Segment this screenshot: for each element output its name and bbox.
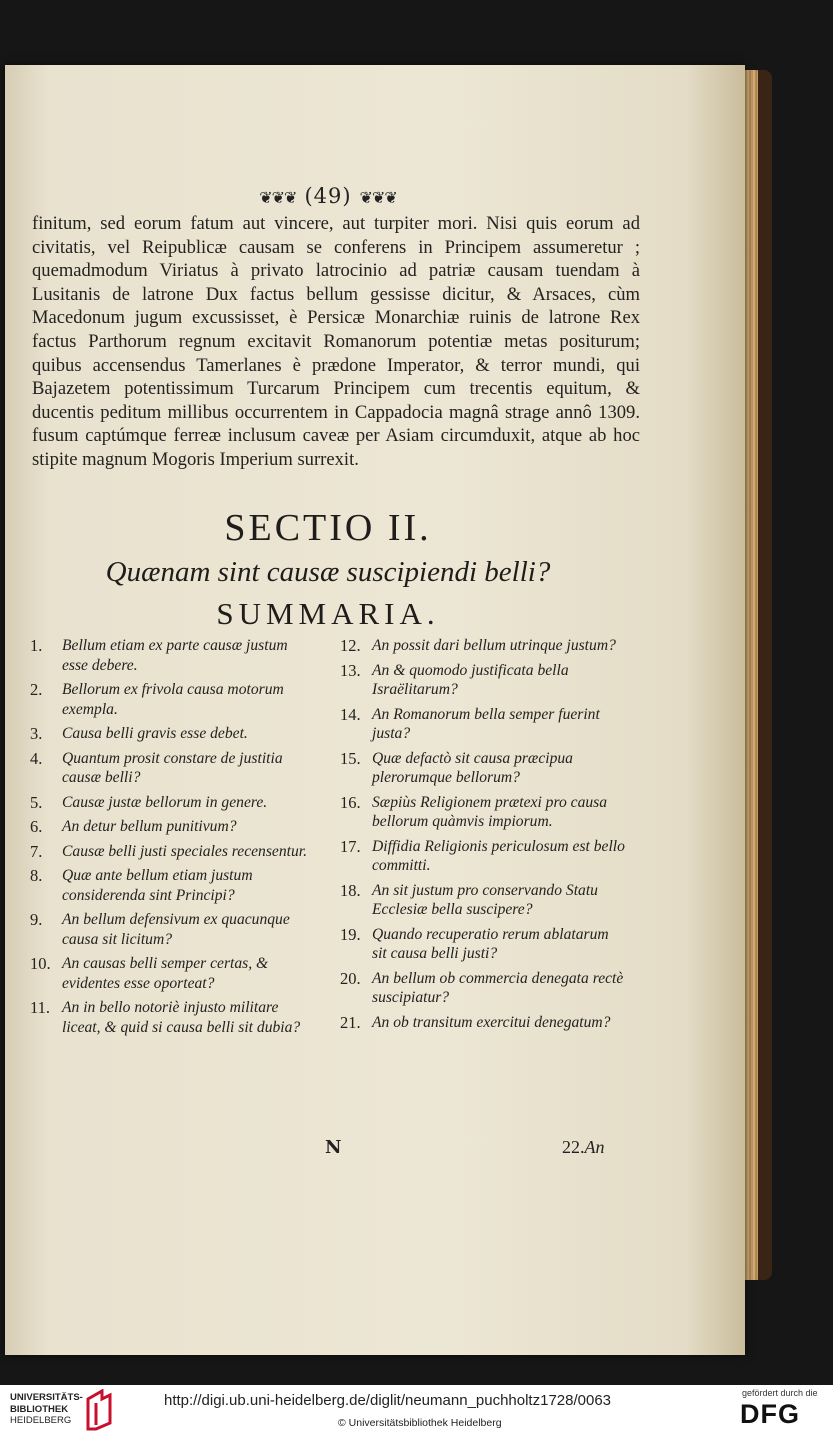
summaria-item: [340, 969, 625, 1008]
summaria-item: [30, 749, 315, 788]
summaria-item-text: Causa belli gravis esse debet.: [62, 725, 248, 742]
copyright-note: © Universitätsbibliothek Heidelberg: [338, 1417, 502, 1429]
summaria-item: [30, 636, 315, 675]
summaria-item-text: Quantum prosit constare de justitia causæ belli?: [62, 749, 283, 786]
summaria-item-number: 7.: [30, 841, 43, 861]
library-line-2: BIBLIOTHEK: [10, 1403, 69, 1415]
summaria-item-number: 16.: [340, 792, 361, 812]
catchword-word: An: [584, 1137, 605, 1157]
permalink-url[interactable]: http://digi.ub.uni-heidelberg.de/diglit/neumann_puchholtz1728/0063: [164, 1392, 612, 1409]
summaria-item-number: 8.: [30, 866, 43, 885]
running-head: [5, 184, 651, 208]
funder-label: gefördert durch die: [742, 1388, 818, 1398]
summaria-item: [340, 636, 625, 656]
summaria-item: [30, 866, 315, 905]
summaria-item: [340, 1013, 625, 1033]
summaria-item-number: 14.: [340, 704, 361, 724]
summaria-item: [30, 724, 315, 744]
section-title: SECTIO II.: [224, 507, 432, 549]
summaria-item-number: 19.: [340, 924, 361, 944]
summaria-item-text: An ob transitum exercitui denegatum?: [372, 1013, 611, 1031]
summaria-item-number: 4.: [30, 748, 43, 768]
summaria-item-number: 9.: [30, 910, 43, 929]
summaria-item: [340, 793, 625, 832]
body-paragraph: [32, 212, 640, 472]
summaria-item-number: 5.: [30, 792, 43, 812]
summaria-item-number: 10.: [30, 954, 51, 973]
summaria-item-text: An detur bellum punitivum?: [62, 818, 237, 835]
summaria-item-text: Bellum etiam ex parte causæ justum esse debere.: [62, 637, 288, 674]
summaria-item: [30, 680, 315, 719]
book-cover-edge: [758, 70, 772, 1280]
summaria-item-text: Quando recuperatio rerum ablatarum sit causa belli justi?: [372, 925, 609, 962]
summaria-item-text: An sit justum pro conservando Statu Ecclesiæ bella suscipere?: [372, 881, 598, 918]
summaria-item-number: 13.: [340, 660, 361, 680]
summaria-item-text: An in bello notoriè injusto militare liceat, & quid si causa belli sit dubia?: [62, 999, 301, 1036]
summaria-item-text: Causæ justæ bellorum in genere.: [62, 793, 268, 811]
library-emblem-icon: [84, 1389, 114, 1431]
summaria-item: [340, 881, 625, 920]
summaria-item-number: 17.: [340, 836, 361, 856]
summaria-item: [340, 749, 625, 788]
ornament-right-icon: ❦❦❦: [359, 188, 397, 207]
summaria-item-text: An possit dari bellum utrinque justum?: [372, 637, 616, 654]
summaria-item: [30, 998, 315, 1037]
summaria-item-text: An bellum ob commercia denegata rectè suscipiatur?: [372, 969, 624, 1006]
summaria-item-text: An & quomodo justificata bella Israëlitarum?: [372, 661, 569, 698]
body-text: finitum, sed eorum fatum aut vincere, aut turpiter mori. Nisi quis eorum ad civitatis, vel Reipublicæ causam se conferens in Principem assumeretur ; quemadmodum Viriatus à privato latrocinio ad patriæ causam tuendam à Lusitanis de latrone Dux factus bellum gessisse dicitur, & Arsaces, cùm Macedonum jugum excussisset, è Persicæ Monarchiæ ruinis de latrone Rex factus Parthorum regnum excitavit Romanorum potentiæ metas positurum; quibus accensendus Tamerlanes è prædone Imperator, & terror mundi, qui Bajazetem potentissimum Turcarum Principem cum trecentis equitum, & ducentis peditum millibus occurrentem in Cappadocia magnâ strage annô 1309. fusum captúmque ferreæ inclusum caveæ per Asiam circumduxit, atque ab hoc stipite magnum Mogoris Imperium surrexit.: [32, 213, 640, 470]
summaria-item-text: An Romanorum bella semper fuerint justa?: [372, 705, 600, 742]
summaria-item-text: Diffidia Religionis periculosum est bello committi.: [372, 837, 625, 874]
summaria-item-number: 11.: [30, 998, 51, 1017]
summaria-item-text: Causæ belli justi speciales recensentur.: [62, 842, 307, 860]
catchword-number: 22.: [562, 1137, 585, 1157]
section-question: Quænam sint causæ suscipiendi belli?: [105, 556, 551, 588]
summaria-item: [30, 842, 315, 862]
viewer-footer: [0, 1385, 833, 1441]
summaria-item-number: 12.: [340, 636, 361, 655]
summaria-item: [340, 705, 625, 744]
summaria-item-text: An bellum defensivum ex quacunque causa sit licitum?: [62, 911, 290, 948]
library-line-3: HEIDELBERG: [10, 1415, 72, 1426]
summaria-item: [30, 793, 315, 813]
summaria-item-text: Sæpiùs Religionem prætexi pro causa bellorum quàmvis impiorum.: [372, 793, 608, 830]
summaria-item: [30, 954, 315, 993]
signature-mark: N: [325, 1137, 342, 1158]
page-number: (49): [304, 184, 352, 208]
summaria-item-number: 20.: [340, 968, 361, 988]
summaria-item-number: 18.: [340, 880, 361, 900]
summaria-item-number: 1.: [30, 636, 43, 655]
library-logo: [10, 1392, 83, 1427]
summaria-item-text: Quæ defactò sit causa præcipua plerorumque bellorum?: [372, 749, 573, 786]
summaria-item: [340, 837, 625, 876]
summaria-item-number: 21.: [340, 1012, 361, 1032]
summaria-item: [340, 661, 625, 700]
summaria-item: [340, 925, 625, 964]
summaria-item-text: Bellorum ex frivola causa motorum exempla.: [62, 681, 284, 718]
summaria-item-number: 3.: [30, 724, 43, 743]
summaria-item: [30, 910, 315, 949]
summaria-heading: SUMMARIA.: [216, 596, 440, 631]
summaria-item-text: Quæ ante bellum etiam justum considerenda sint Principi?: [62, 867, 253, 904]
summaria-left-column: [30, 636, 315, 1042]
summaria-item-number: 6.: [30, 817, 43, 836]
dfg-logo: DFG: [740, 1399, 800, 1429]
summaria-item: [30, 817, 315, 837]
ornament-left-icon: ❦❦❦: [259, 188, 297, 207]
summaria-right-column: [340, 636, 625, 1037]
summaria-item-text: An causas belli semper certas, & evidentes esse oporteat?: [62, 955, 269, 992]
catchword: [562, 1137, 605, 1158]
summaria-item-number: 2.: [30, 680, 43, 699]
summaria-item-number: 15.: [340, 748, 361, 768]
library-line-1: UNIVERSITÄTS-: [10, 1392, 83, 1403]
